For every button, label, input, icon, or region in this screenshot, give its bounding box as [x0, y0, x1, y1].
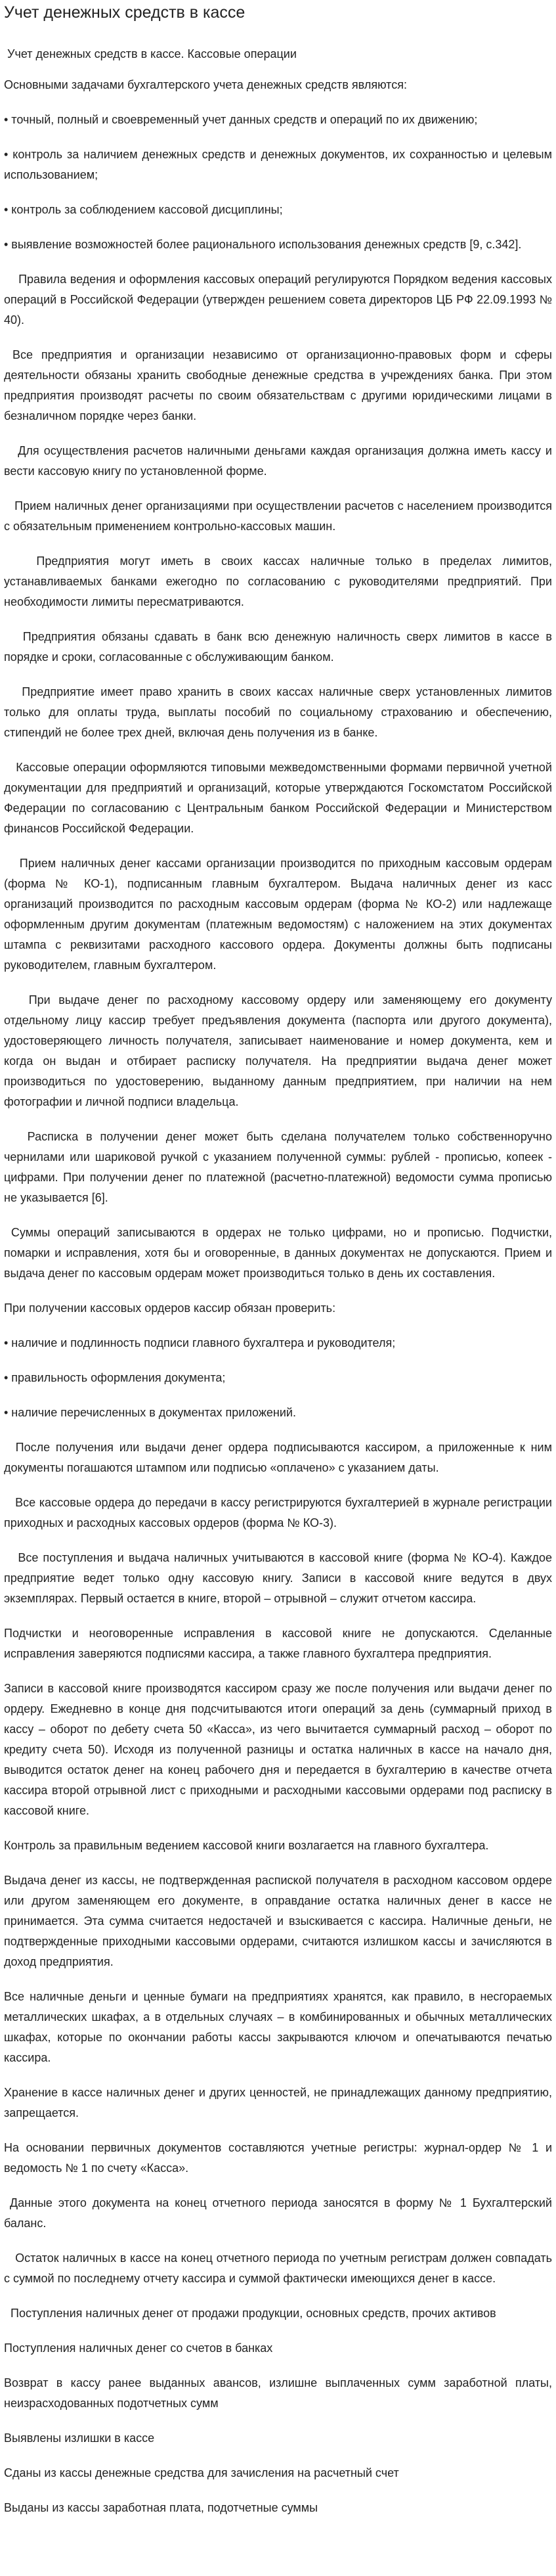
- paragraph: Поступления наличных денег от продажи продукции, основных средств, прочих активов: [4, 2307, 496, 2320]
- paragraph: Данные этого документа на конец отчетного периода заносятся в форму № 1 Бухгалтерский баланс.: [4, 2196, 555, 2230]
- paragraph: Основными задачами бухгалтерского учета денежных средств являются:: [4, 78, 407, 91]
- paragraph: Прием наличных денег организациями при осуществлении расчетов с населением производится с обязательным применением контрольно-кассовых машин.: [4, 499, 556, 533]
- paragraph: После получения или выдачи денег ордера подписываются кассиром, а приложенные к ним документы погашаются штампом или подписью «оплачено» с указанием даты.: [4, 1441, 556, 1474]
- paragraph: Хранение в кассе наличных денег и других ценностей, не принадлежащих данному предприятию, запрещается.: [4, 2086, 556, 2119]
- paragraph: Выданы из кассы заработная плата, подотчетные суммы: [4, 2501, 318, 2514]
- paragraph: • наличие и подлинность подписи главного бухгалтера и руководителя;: [4, 1336, 396, 1349]
- paragraph: Все наличные деньги и ценные бумаги на предприятиях хранятся, как правило, в несгораемых металлических шкафах, а в отдельных случаях – в комбинированных и обычных металлических шкафах, которые по окончании работы кассы закрываются ключом и опечатываются печатью кассира.: [4, 1990, 556, 2064]
- paragraph: При выдаче денег по расходному кассовому ордеру или заменяющему его документу отдельному лицу кассир требует предъявления документа (паспорта или другого документа), удостоверяющего личность получателя, записывает наименование и номер документа, кем и когда он выдан и отбирает расписку получателя. На предприятии выдача денег может производиться по удостоверению, выданному данным предприятием, при наличии на нем фотографии и личной подписи владельца.: [4, 993, 556, 1108]
- paragraph: • контроль за наличием денежных средств и денежных документов, их сохранностью и целевым использованием;: [4, 148, 556, 181]
- paragraph: Все кассовые ордера до передачи в кассу регистрируются бухгалтерией в журнале регистрации приходных и расходных кассовых ордеров (форма № КО-3).: [4, 1496, 556, 1529]
- paragraph: На основании первичных документов составляются учетные регистры: журнал-ордер № 1 и ведомость № 1 по счету «Касса».: [4, 2141, 556, 2175]
- paragraph: Учет денежных средств в кассе. Кассовые операции: [4, 47, 297, 60]
- paragraph: Суммы операций записываются в ордерах не только цифрами, но и прописью. Подчистки, помарки и исправления, хотя бы и оговоренные, в данных документах не допускаются. Прием и выдача денег по кассовым ордерам может производиться только в день их составления.: [4, 1226, 556, 1280]
- paragraph: Выдача денег из кассы, не подтвержденная распиской получателя в расходном кассовом ордере или другом заменяющем его документе, в оправдание остатка наличных денег в кассе не принимается. Эта сумма считается недостачей и взыскивается с кассира. Наличные деньги, не подтвержденные приходными кассовыми ордерами, считаются излишком кассы и зачисляются в доход предприятия.: [4, 1874, 556, 1968]
- paragraph: Записи в кассовой книге производятся кассиром сразу же после получения или выдачи денег по ордеру. Ежедневно в конце дня подсчитываются итоги операций за день (суммарный приход в кассу – оборот по дебету счета 50 «Касса», из чего вычитается суммарный расход – оборот по кредиту счета 50). Исходя из полученной разницы и остатка наличных в кассе на начало дня, выводится остаток денег на конец рабочего дня и передается в бухгалтерию в качестве отчета кассира второй отрывной лист с приходными и расходными кассовыми ордерами под расписку в кассовой книге.: [4, 1682, 556, 1817]
- paragraph: Предприятия могут иметь в своих кассах наличные только в пределах лимитов, устанавливаемых банками ежегодно по согласованию с руководителями предприятий. При необходимости лимиты пересматриваются.: [4, 554, 556, 608]
- paragraph: При получении кассовых ордеров кассир обязан проверить:: [4, 1301, 336, 1315]
- paragraph: Выявлены излишки в кассе: [4, 2431, 155, 2445]
- paragraph: Расписка в получении денег может быть сделана получателем только собственноручно чернилами или шариковой ручкой с указанием полученной суммы: рублей - прописью, копеек - цифрами. При получении денег по платежной (расчетно-платежной) ведомости сумма прописью не указывается [6].: [4, 1130, 556, 1204]
- page-title: Учет денежных средств в кассе: [4, 3, 246, 22]
- paragraph: • правильность оформления документа;: [4, 1371, 226, 1384]
- paragraph: • выявление возможностей более рационального использования денежных средств [9, с.342].: [4, 238, 522, 251]
- paragraph: Прием наличных денег кассами организации производится по приходным кассовым ордерам (форма № КО-1), подписанным главным бухгалтером. Выдача наличных денег из касс организаций производится по расходным кассовым ордерам (форма № КО-2) или надлежаще оформленным другим документам (платежным ведомостям) с наложением на этих документах штампа с реквизитами расходного кассового ордера. Документы должны быть подписаны руководителем, главным бухгалтером.: [4, 857, 556, 972]
- article-body: [4, 44, 556, 2518]
- paragraph: Контроль за правильным ведением кассовой книги возлагается на главного бухгалтера.: [4, 1839, 489, 1852]
- paragraph: Остаток наличных в кассе на конец отчетного периода по учетным регистрам должен совпадать с суммой по последнему отчету кассира и суммой фактически имеющихся денег в кассе.: [4, 2251, 556, 2285]
- paragraph: Поступления наличных денег со счетов в банках: [4, 2341, 273, 2355]
- paragraph: • контроль за соблюдением кассовой дисциплины;: [4, 203, 283, 216]
- paragraph: Правила ведения и оформления кассовых операций регулируются Порядком ведения кассовых операций в Российской Федерации (утвержден решением совета директоров ЦБ РФ 22.09.1993 № 40).: [4, 273, 556, 327]
- paragraph: Все предприятия и организации независимо от организационно-правовых форм и сферы деятельности обязаны хранить свободные денежные средства в учреждениях банка. При этом предприятия производят расчеты по своим обязательствам с другими юридическими лицами в безналичном порядке через банки.: [4, 348, 556, 422]
- paragraph: Все поступления и выдача наличных учитываются в кассовой книге (форма № КО-4). Каждое предприятие ведет только одну кассовую книгу. Записи в кассовой книге ведутся в двух экземплярах. Первый остается в книге, второй – отрывной – служит отчетом кассира.: [4, 1551, 556, 1605]
- paragraph: • наличие перечисленных в документах приложений.: [4, 1406, 296, 1419]
- paragraph: Кассовые операции оформляются типовыми межведомственными формами первичной учетной документации для предприятий и организаций, которые утверждаются Госкомстатом Российской Федерации по согласованию с Центральным банком Российской Федерации и Министерством финансов Российской Федерации.: [4, 761, 556, 835]
- paragraph: Предприятия обязаны сдавать в банк всю денежную наличность сверх лимитов в кассе в порядке и сроки, согласованные с обслуживающим банком.: [4, 630, 555, 664]
- paragraph: • точный, полный и своевременный учет данных средств и операций по их движению;: [4, 113, 478, 126]
- paragraph: Подчистки и неоговоренные исправления в кассовой книге не допускаются. Сделанные исправления заверяются подписями кассира, а также главного бухгалтера предприятия.: [4, 1627, 556, 1660]
- paragraph: Возврат в кассу ранее выданных авансов, излишне выплаченных сумм заработной платы, неизрасходованных подотчетных сумм: [4, 2376, 556, 2410]
- paragraph: Для осуществления расчетов наличными деньгами каждая организация должна иметь кассу и вести кассовую книгу по установленной форме.: [4, 444, 556, 478]
- paragraph: Сданы из кассы денежные средства для зачисления на расчетный счет: [4, 2466, 399, 2479]
- paragraph: Предприятие имеет право хранить в своих кассах наличные сверх установленных лимитов только для оплаты труда, выплаты пособий по социальному страхованию и обеспечению, стипендий не более трех дней, включая день получения из в банке.: [4, 685, 556, 739]
